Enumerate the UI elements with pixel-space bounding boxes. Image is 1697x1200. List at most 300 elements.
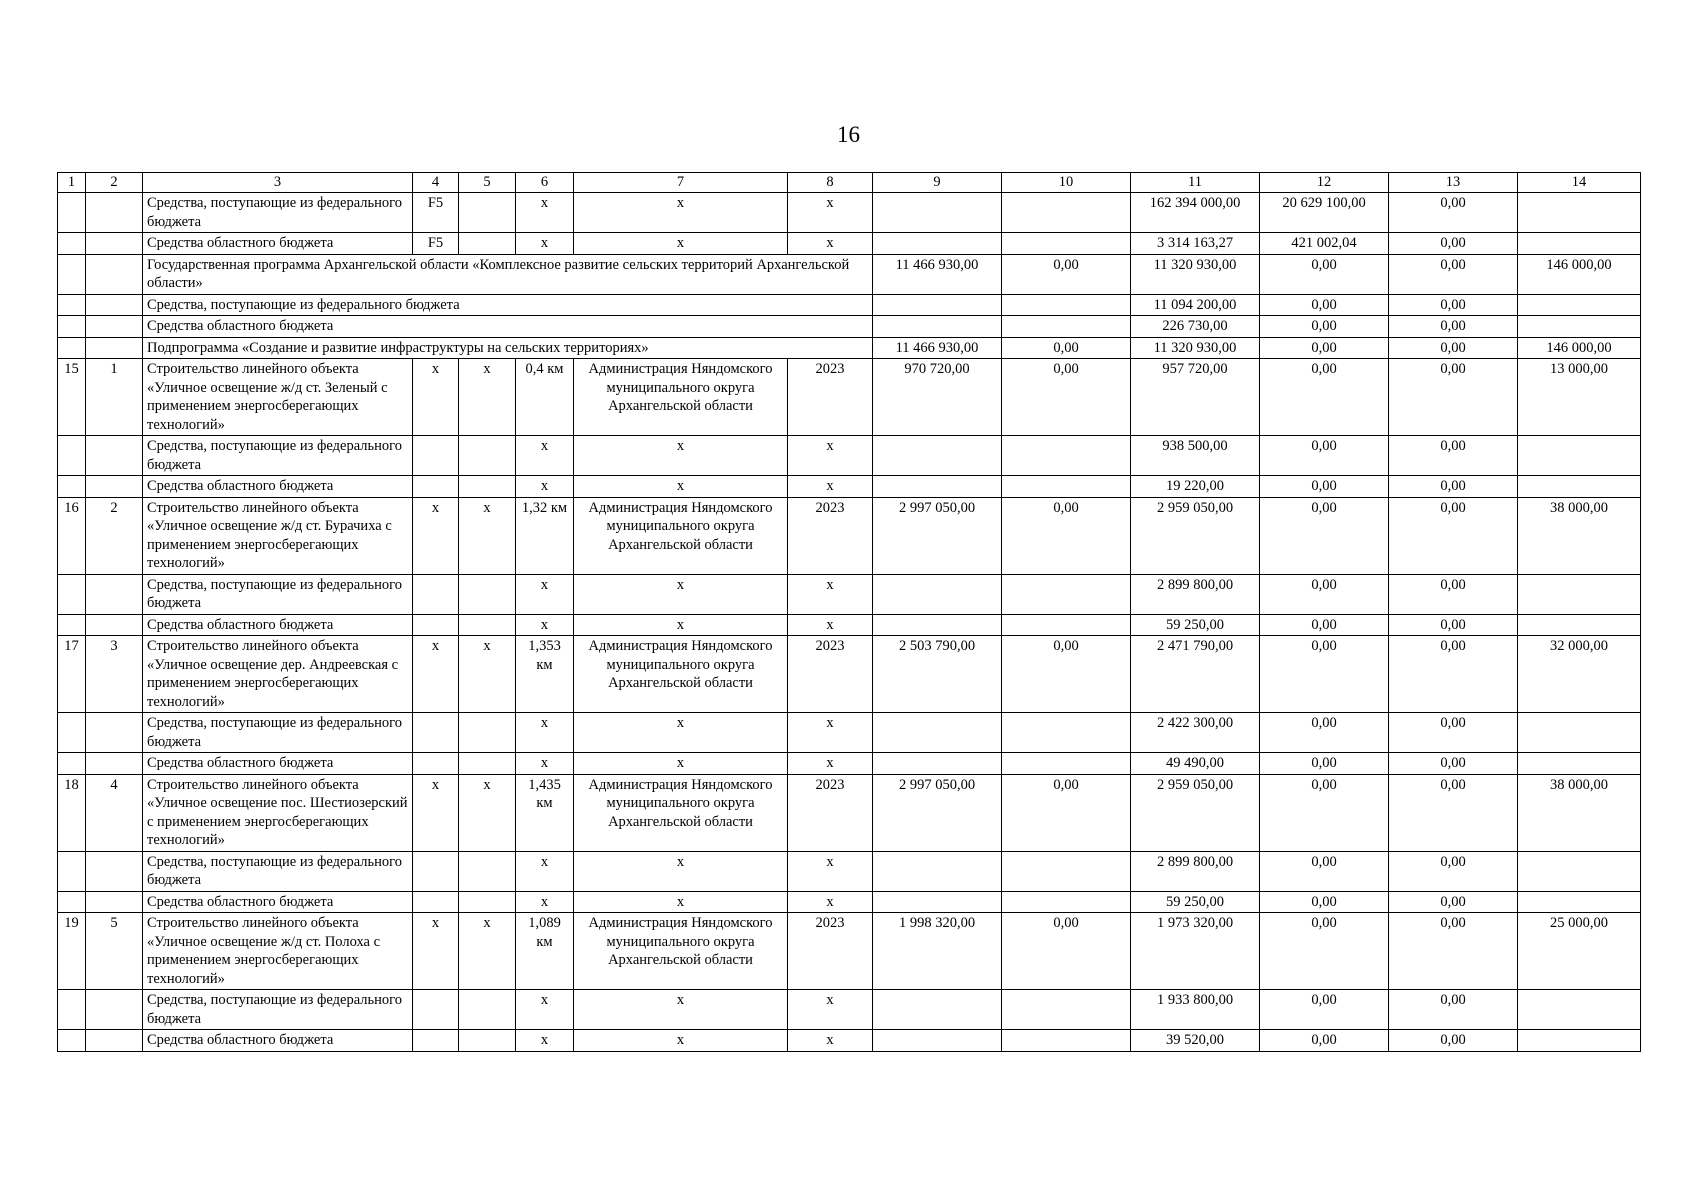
table-cell: х: [459, 636, 516, 713]
table-row: [58, 913, 1641, 990]
table-cell: [413, 891, 459, 913]
table-cell: Средства, поступающие из федерального бюджета: [143, 436, 413, 476]
table-cell: х: [574, 851, 788, 891]
table-cell: Администрация Няндомского муниципального округа Архангельской области: [574, 636, 788, 713]
table-cell: 19: [58, 913, 86, 990]
table-cell: 59 250,00: [1131, 891, 1260, 913]
table-cell: х: [516, 1030, 574, 1052]
table-cell: 0,00: [1002, 337, 1131, 359]
table-cell: х: [788, 193, 873, 233]
table-cell: [58, 851, 86, 891]
table-cell: 5: [86, 913, 143, 990]
table-cell: 957 720,00: [1131, 359, 1260, 436]
table-cell: х: [788, 574, 873, 614]
table-cell: х: [516, 614, 574, 636]
table-cell: 0,00: [1389, 713, 1518, 753]
table-cell: 0,00: [1260, 753, 1389, 775]
table-row: [58, 990, 1641, 1030]
table-cell: 0,00: [1002, 913, 1131, 990]
table-cell: 4: [86, 774, 143, 851]
table-cell: [86, 614, 143, 636]
table-cell: 0,00: [1389, 774, 1518, 851]
table-cell: 0,00: [1260, 254, 1389, 294]
table-cell: х: [574, 990, 788, 1030]
table-cell: 2 997 050,00: [873, 497, 1002, 574]
table-cell: 0,00: [1260, 574, 1389, 614]
table-cell: 2 899 800,00: [1131, 574, 1260, 614]
table-cell: 0,00: [1260, 337, 1389, 359]
table-cell: 2 471 790,00: [1131, 636, 1260, 713]
table-cell: 0,00: [1002, 254, 1131, 294]
table-cell: 11 094 200,00: [1131, 294, 1260, 316]
column-header: 4: [413, 173, 459, 193]
table-cell: [86, 316, 143, 338]
table-cell: 1,353 км: [516, 636, 574, 713]
table-cell: [873, 476, 1002, 498]
table-cell: 0,00: [1389, 574, 1518, 614]
table-cell: 0,00: [1389, 316, 1518, 338]
table-cell: х: [574, 436, 788, 476]
table-cell: [1518, 990, 1641, 1030]
table-cell: 2023: [788, 774, 873, 851]
table-cell: [459, 713, 516, 753]
table-cell: 59 250,00: [1131, 614, 1260, 636]
table-cell: [1518, 436, 1641, 476]
table-cell: Строительство линейного объекта «Уличное освещение дер. Андреевская с применением энергосберегающих технологий»: [143, 636, 413, 713]
table-cell: 0,00: [1389, 636, 1518, 713]
table-cell: [86, 337, 143, 359]
table-cell: [459, 753, 516, 775]
table-row: [58, 574, 1641, 614]
table-cell: 25 000,00: [1518, 913, 1641, 990]
table-cell: Средства, поступающие из федерального бюджета: [143, 294, 873, 316]
table-cell: х: [574, 713, 788, 753]
column-header: 8: [788, 173, 873, 193]
table-cell: [459, 574, 516, 614]
table-cell: [86, 436, 143, 476]
table-cell: [1518, 233, 1641, 255]
table-row: [58, 713, 1641, 753]
column-header: 9: [873, 173, 1002, 193]
table-row: [58, 359, 1641, 436]
column-header: 2: [86, 173, 143, 193]
table-cell: х: [574, 891, 788, 913]
table-cell: 0,00: [1260, 1030, 1389, 1052]
table-cell: 3 314 163,27: [1131, 233, 1260, 255]
table-cell: х: [459, 497, 516, 574]
table-cell: х: [413, 913, 459, 990]
table-cell: [413, 713, 459, 753]
table-cell: 0,4 км: [516, 359, 574, 436]
table-cell: Средства областного бюджета: [143, 753, 413, 775]
table-cell: F5: [413, 193, 459, 233]
table-cell: 2 959 050,00: [1131, 497, 1260, 574]
table-cell: Средства областного бюджета: [143, 614, 413, 636]
table-cell: 0,00: [1260, 476, 1389, 498]
column-header: 12: [1260, 173, 1389, 193]
table-row: [58, 1030, 1641, 1052]
table-cell: 20 629 100,00: [1260, 193, 1389, 233]
table-cell: 0,00: [1260, 851, 1389, 891]
table-cell: [1002, 233, 1131, 255]
table-cell: 39 520,00: [1131, 1030, 1260, 1052]
column-header: 14: [1518, 173, 1641, 193]
table-cell: [58, 574, 86, 614]
table-cell: [1518, 891, 1641, 913]
table-cell: 0,00: [1389, 476, 1518, 498]
table-cell: [459, 614, 516, 636]
table-cell: 0,00: [1389, 359, 1518, 436]
table-row: [58, 476, 1641, 498]
table-cell: 938 500,00: [1131, 436, 1260, 476]
table-cell: х: [516, 891, 574, 913]
table-cell: [413, 1030, 459, 1052]
table-cell: [873, 851, 1002, 891]
table-cell: 49 490,00: [1131, 753, 1260, 775]
table-cell: [873, 1030, 1002, 1052]
table-cell: х: [413, 359, 459, 436]
table-cell: 1,089 км: [516, 913, 574, 990]
table-cell: [1518, 851, 1641, 891]
column-header: 11: [1131, 173, 1260, 193]
table-cell: 0,00: [1260, 436, 1389, 476]
table-cell: [86, 233, 143, 255]
table-cell: Строительство линейного объекта «Уличное освещение ж/д ст. Полоха с применением энергосберегающих технологий»: [143, 913, 413, 990]
table-cell: [86, 990, 143, 1030]
table-cell: 11 466 930,00: [873, 337, 1002, 359]
table-row: [58, 753, 1641, 775]
table-cell: [413, 990, 459, 1030]
table-cell: 0,00: [1389, 990, 1518, 1030]
table-cell: [58, 891, 86, 913]
table-cell: [459, 476, 516, 498]
table-cell: 2 422 300,00: [1131, 713, 1260, 753]
table-cell: 0,00: [1389, 254, 1518, 294]
table-cell: Средства областного бюджета: [143, 1030, 413, 1052]
table-cell: [58, 294, 86, 316]
table-cell: Администрация Няндомского муниципального округа Архангельской области: [574, 359, 788, 436]
table-cell: [1002, 476, 1131, 498]
table-cell: [459, 436, 516, 476]
page-number: 16: [837, 122, 860, 147]
table-cell: 32 000,00: [1518, 636, 1641, 713]
table-cell: х: [574, 614, 788, 636]
table-cell: [1002, 753, 1131, 775]
table-cell: х: [459, 774, 516, 851]
table-cell: F5: [413, 233, 459, 255]
table-cell: 0,00: [1260, 316, 1389, 338]
table-cell: 0,00: [1002, 497, 1131, 574]
table-cell: 2023: [788, 636, 873, 713]
table-cell: х: [574, 574, 788, 614]
table-cell: 2 959 050,00: [1131, 774, 1260, 851]
table-cell: х: [413, 774, 459, 851]
table-cell: х: [516, 476, 574, 498]
table-cell: [873, 891, 1002, 913]
budget-table: [57, 172, 1641, 1052]
table-cell: 162 394 000,00: [1131, 193, 1260, 233]
table-body: [58, 173, 1641, 1052]
table-cell: 2: [86, 497, 143, 574]
table-row: [58, 233, 1641, 255]
table-cell: 0,00: [1260, 913, 1389, 990]
table-cell: 226 730,00: [1131, 316, 1260, 338]
table-cell: 18: [58, 774, 86, 851]
table-cell: [86, 193, 143, 233]
table-cell: [86, 1030, 143, 1052]
table-cell: х: [788, 753, 873, 775]
table-cell: х: [459, 913, 516, 990]
table-cell: Строительство линейного объекта «Уличное освещение ж/д ст. Зеленый с применением энергосберегающих технологий»: [143, 359, 413, 436]
table-cell: [459, 990, 516, 1030]
table-cell: Средства, поступающие из федерального бюджета: [143, 713, 413, 753]
table-row: [58, 436, 1641, 476]
table-cell: 16: [58, 497, 86, 574]
table-cell: 13 000,00: [1518, 359, 1641, 436]
table-cell: х: [516, 990, 574, 1030]
table-cell: [873, 294, 1002, 316]
table-cell: х: [413, 497, 459, 574]
table-cell: [413, 614, 459, 636]
table-cell: [86, 891, 143, 913]
table-cell: 3: [86, 636, 143, 713]
table-cell: 0,00: [1389, 753, 1518, 775]
column-header: 7: [574, 173, 788, 193]
table-cell: [459, 193, 516, 233]
table-cell: х: [516, 851, 574, 891]
table-cell: [1518, 614, 1641, 636]
table-cell: х: [516, 193, 574, 233]
table-cell: [58, 713, 86, 753]
table-cell: [1002, 990, 1131, 1030]
table-cell: [86, 713, 143, 753]
table-cell: [1518, 294, 1641, 316]
table-cell: [873, 193, 1002, 233]
table-cell: [873, 574, 1002, 614]
table-cell: х: [459, 359, 516, 436]
table-cell: [1518, 316, 1641, 338]
table-cell: [1002, 436, 1131, 476]
table-row: [58, 316, 1641, 338]
table-cell: х: [516, 574, 574, 614]
table-cell: [1002, 574, 1131, 614]
table-cell: Государственная программа Архангельской области «Комплексное развитие сельских территорий Архангельской области»: [143, 254, 873, 294]
table-cell: Строительство линейного объекта «Уличное освещение ж/д ст. Бурачиха с применением энергосберегающих технологий»: [143, 497, 413, 574]
table-cell: 2 997 050,00: [873, 774, 1002, 851]
table-cell: 11 320 930,00: [1131, 337, 1260, 359]
table-cell: 0,00: [1389, 497, 1518, 574]
table-cell: [86, 294, 143, 316]
table-cell: 38 000,00: [1518, 774, 1641, 851]
table-cell: 0,00: [1260, 891, 1389, 913]
table-cell: [86, 476, 143, 498]
table-row: [58, 294, 1641, 316]
table-cell: [413, 574, 459, 614]
table-cell: х: [574, 753, 788, 775]
table-cell: [459, 851, 516, 891]
table-cell: Средства, поступающие из федерального бюджета: [143, 990, 413, 1030]
table-cell: 2023: [788, 359, 873, 436]
table-cell: х: [788, 713, 873, 753]
table-row: [58, 193, 1641, 233]
table-cell: 0,00: [1389, 851, 1518, 891]
table-cell: [1002, 614, 1131, 636]
table-cell: [58, 337, 86, 359]
table-cell: 17: [58, 636, 86, 713]
table-row: [58, 636, 1641, 713]
table-cell: 0,00: [1389, 337, 1518, 359]
table-cell: [58, 614, 86, 636]
table-cell: [1518, 753, 1641, 775]
table-cell: х: [574, 476, 788, 498]
table-cell: Средства, поступающие из федерального бюджета: [143, 574, 413, 614]
table-cell: 11 320 930,00: [1131, 254, 1260, 294]
column-header: 3: [143, 173, 413, 193]
table-cell: [86, 753, 143, 775]
table-cell: [1002, 713, 1131, 753]
table-cell: х: [788, 476, 873, 498]
table-cell: х: [788, 436, 873, 476]
table-cell: Средства областного бюджета: [143, 233, 413, 255]
table-cell: х: [788, 1030, 873, 1052]
table-cell: [58, 476, 86, 498]
table-cell: Средства областного бюджета: [143, 891, 413, 913]
table-cell: [873, 233, 1002, 255]
table-cell: 1: [86, 359, 143, 436]
table-cell: 15: [58, 359, 86, 436]
table-cell: [1002, 851, 1131, 891]
table-cell: [1002, 891, 1131, 913]
table-cell: 0,00: [1002, 636, 1131, 713]
table-cell: х: [516, 233, 574, 255]
table-cell: х: [413, 636, 459, 713]
table-cell: Администрация Няндомского муниципального округа Архангельской области: [574, 774, 788, 851]
table-cell: 19 220,00: [1131, 476, 1260, 498]
table-cell: Администрация Няндомского муниципального округа Архангельской области: [574, 913, 788, 990]
table-cell: 146 000,00: [1518, 254, 1641, 294]
column-header: 6: [516, 173, 574, 193]
table-cell: Средства областного бюджета: [143, 316, 873, 338]
table-cell: 0,00: [1260, 774, 1389, 851]
table-cell: х: [788, 990, 873, 1030]
table-cell: 11 466 930,00: [873, 254, 1002, 294]
table-cell: [58, 233, 86, 255]
table-cell: 0,00: [1002, 774, 1131, 851]
table-row: [58, 891, 1641, 913]
table-cell: [873, 713, 1002, 753]
table-cell: Средства, поступающие из федерального бюджета: [143, 193, 413, 233]
column-header: 13: [1389, 173, 1518, 193]
table-cell: [1002, 193, 1131, 233]
table-cell: 0,00: [1389, 436, 1518, 476]
table-cell: [413, 851, 459, 891]
table-cell: [58, 316, 86, 338]
table-cell: Подпрограмма «Создание и развитие инфраструктуры на сельских территориях»: [143, 337, 873, 359]
table-row: [58, 774, 1641, 851]
table-cell: 0,00: [1389, 1030, 1518, 1052]
table-cell: 0,00: [1260, 713, 1389, 753]
table-row: [58, 254, 1641, 294]
table-cell: х: [788, 233, 873, 255]
table-cell: 0,00: [1389, 614, 1518, 636]
table-cell: х: [516, 753, 574, 775]
column-header: 1: [58, 173, 86, 193]
table-cell: 0,00: [1389, 233, 1518, 255]
table-cell: [1002, 1030, 1131, 1052]
table-cell: [86, 254, 143, 294]
table-cell: 2 503 790,00: [873, 636, 1002, 713]
table-cell: [58, 1030, 86, 1052]
table-cell: 146 000,00: [1518, 337, 1641, 359]
table-cell: 0,00: [1260, 990, 1389, 1030]
table-cell: 1 998 320,00: [873, 913, 1002, 990]
table-cell: [873, 316, 1002, 338]
table-cell: [873, 990, 1002, 1030]
table-cell: [58, 753, 86, 775]
table-cell: Средства, поступающие из федерального бюджета: [143, 851, 413, 891]
table-cell: х: [574, 233, 788, 255]
table-cell: [1002, 294, 1131, 316]
table-cell: 421 002,04: [1260, 233, 1389, 255]
table-cell: [1518, 713, 1641, 753]
table-cell: 2023: [788, 497, 873, 574]
table-cell: [58, 436, 86, 476]
table-cell: [873, 753, 1002, 775]
table-cell: 1 933 800,00: [1131, 990, 1260, 1030]
table-cell: 0,00: [1260, 614, 1389, 636]
table-cell: 2 899 800,00: [1131, 851, 1260, 891]
table-cell: 1,435 км: [516, 774, 574, 851]
column-header: 5: [459, 173, 516, 193]
table-cell: [86, 574, 143, 614]
table-cell: [873, 436, 1002, 476]
table-cell: [413, 476, 459, 498]
table-cell: [413, 436, 459, 476]
table-header-row: [58, 173, 1641, 193]
table-cell: [1518, 1030, 1641, 1052]
table-cell: х: [788, 614, 873, 636]
table-row: [58, 497, 1641, 574]
table-cell: [413, 753, 459, 775]
table-cell: 0,00: [1260, 359, 1389, 436]
table-cell: х: [788, 891, 873, 913]
table-cell: [459, 891, 516, 913]
table-cell: 2023: [788, 913, 873, 990]
table-cell: [1518, 574, 1641, 614]
table-cell: 0,00: [1389, 294, 1518, 316]
table-cell: 0,00: [1260, 636, 1389, 713]
table-cell: 1,32 км: [516, 497, 574, 574]
table-cell: [1518, 476, 1641, 498]
table-cell: [873, 614, 1002, 636]
table-row: [58, 851, 1641, 891]
table-cell: 0,00: [1260, 497, 1389, 574]
table-cell: Строительство линейного объекта «Уличное освещение пос. Шестиозерский с применением энергосберегающих технологий»: [143, 774, 413, 851]
table-cell: [1518, 193, 1641, 233]
table-cell: [58, 254, 86, 294]
table-cell: 0,00: [1389, 193, 1518, 233]
table-cell: [1002, 316, 1131, 338]
table-cell: х: [574, 193, 788, 233]
table-cell: 970 720,00: [873, 359, 1002, 436]
table-cell: Средства областного бюджета: [143, 476, 413, 498]
table-cell: 38 000,00: [1518, 497, 1641, 574]
table-cell: 0,00: [1389, 891, 1518, 913]
table-cell: [459, 1030, 516, 1052]
table-cell: 1 973 320,00: [1131, 913, 1260, 990]
table-cell: [58, 990, 86, 1030]
table-cell: Администрация Няндомского муниципального округа Архангельской области: [574, 497, 788, 574]
